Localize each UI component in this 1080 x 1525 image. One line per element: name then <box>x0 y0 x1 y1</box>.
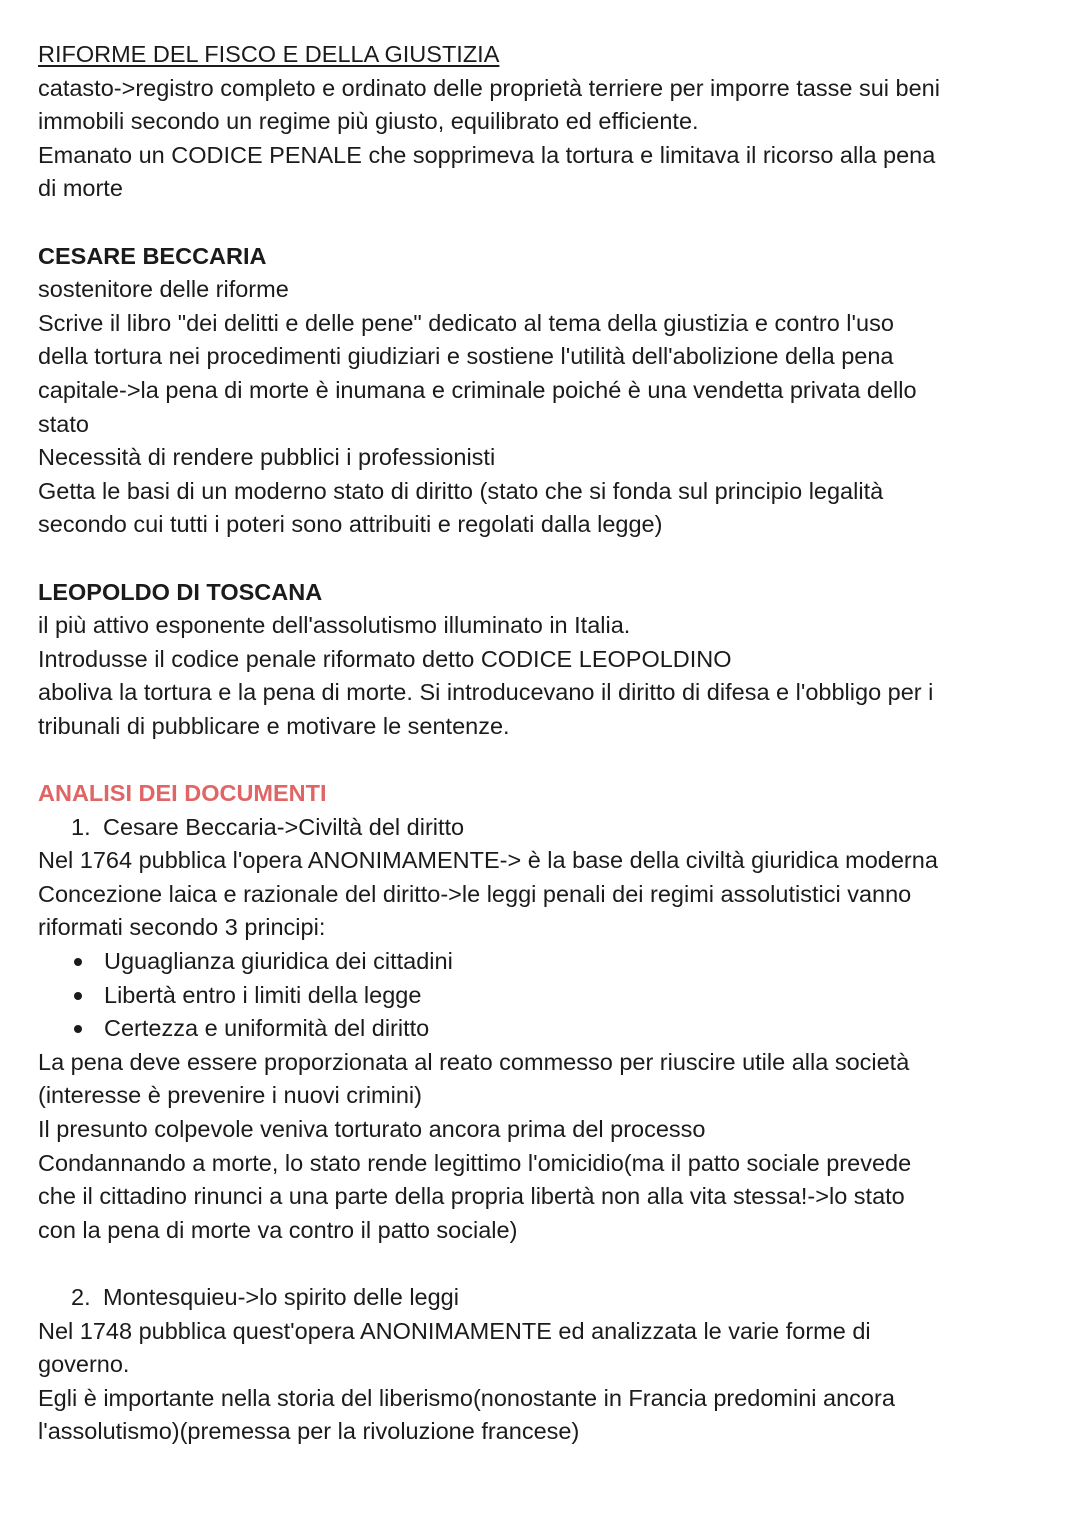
text-line: riformati secondo 3 principi: <box>38 914 326 941</box>
text-line: Il presunto colpevole veniva torturato ancora prima del processo <box>38 1116 706 1142</box>
text-line: catasto->registro completo e ordinato delle proprietà terriere per imporre tasse sui beni <box>38 74 940 101</box>
blank-line <box>38 206 1038 240</box>
section-riforme-fisco <box>38 38 1038 206</box>
text-line: di morte <box>38 175 123 202</box>
text-line: sostenitore delle riforme <box>38 276 289 303</box>
section-leopoldo-di-toscana <box>38 576 1038 744</box>
numbered-list-doc1 <box>38 811 1038 845</box>
text-line: che il cittadino rinunci a una parte della propria libertà non alla vita stessa!->lo stato <box>38 1183 905 1210</box>
bullet-item: Certezza e uniformità del diritto <box>38 1012 1038 1046</box>
list-item-title: Montesquieu->lo spirito delle leggi <box>103 1283 459 1310</box>
list-item-doc2 <box>38 1281 1038 1315</box>
text-line: Concezione laica e razionale del diritto->le leggi penali dei regimi assolutistici vanno <box>38 880 912 907</box>
text-line: Getta le basi di un moderno stato di diritto (stato che si fonda sul principio legalità <box>38 477 884 504</box>
text-line: della tortura nei procedimenti giudiziari e sostiene l'utilità dell'abolizione della pena <box>38 343 894 370</box>
text-line: (interesse è prevenire i nuovi crimini) <box>38 1082 422 1109</box>
text-line: Scrive il libro "dei delitti e delle pene" dedicato al tema della giustizia e contro l'uso <box>38 309 894 336</box>
text-line: tribunali di pubblicare e motivare le sentenze. <box>38 712 510 739</box>
text-line: governo. <box>38 1351 130 1378</box>
blank-line <box>38 542 1038 576</box>
list-number: 2. <box>71 1283 91 1310</box>
text-line: stato <box>38 410 89 437</box>
section-heading-riforme-fisco: RIFORME DEL FISCO E DELLA GIUSTIZIA <box>38 41 500 67</box>
numbered-list-doc2 <box>38 1281 1038 1315</box>
text-line: Necessità di rendere pubblici i professionisti <box>38 444 496 471</box>
text-line: secondo cui tutti i poteri sono attribuiti e regolati dalla legge) <box>38 511 663 538</box>
text-line: l'assolutismo)(premessa per la rivoluzione francese) <box>38 1418 580 1445</box>
text-line: Emanato un CODICE PENALE che sopprimeva la tortura e limitava il ricorso alla pena <box>38 141 936 168</box>
section-heading-leopoldo-di-toscana: LEOPOLDO DI TOSCANA <box>38 578 323 605</box>
text-line: Introdusse il codice penale riformato detto CODICE LEOPOLDINO <box>38 645 732 672</box>
list-item-doc1 <box>38 811 1038 845</box>
list-item-title: Cesare Beccaria->Civiltà del diritto <box>103 813 465 840</box>
section-analisi-documenti <box>38 777 1038 1449</box>
text-line: immobili secondo un regime più giusto, equilibrato ed efficiente. <box>38 108 699 135</box>
text-line: Nel 1748 pubblica quest'opera ANONIMAMENTE ed analizzata le varie forme di <box>38 1317 871 1344</box>
bullet-list-principi <box>38 945 1038 1046</box>
text-line: Egli è importante nella storia del liberismo(nonostante in Francia predomini ancora <box>38 1384 895 1411</box>
bullet-item: Uguaglianza giuridica dei cittadini <box>38 945 1038 979</box>
blank-line <box>38 1247 1038 1281</box>
text-line: Condannando a morte, lo stato rende legittimo l'omicidio(ma il patto sociale prevede <box>38 1149 912 1176</box>
section-heading-cesare-beccaria: CESARE BECCARIA <box>38 242 267 269</box>
document-page <box>38 38 1038 1449</box>
text-line: La pena deve essere proporzionata al reato commesso per riuscire utile alla società <box>38 1048 910 1075</box>
section-heading-analisi-documenti: ANALISI DEI DOCUMENTI <box>38 780 327 807</box>
list-number: 1. <box>71 813 91 840</box>
text-line: capitale->la pena di morte è inumana e criminale poiché è una vendetta privata dello <box>38 376 917 403</box>
text-line: con la pena di morte va contro il patto sociale) <box>38 1216 518 1243</box>
section-cesare-beccaria <box>38 240 1038 542</box>
blank-line <box>38 743 1038 777</box>
text-line: aboliva la tortura e la pena di morte. Si introducevano il diritto di difesa e l'obbligo per i <box>38 679 934 706</box>
bullet-item: Libertà entro i limiti della legge <box>38 979 1038 1013</box>
text-line: il più attivo esponente dell'assolutismo illuminato in Italia. <box>38 612 631 639</box>
text-line: Nel 1764 pubblica l'opera ANONIMAMENTE-> è la base della civiltà giuridica moderna <box>38 847 938 874</box>
